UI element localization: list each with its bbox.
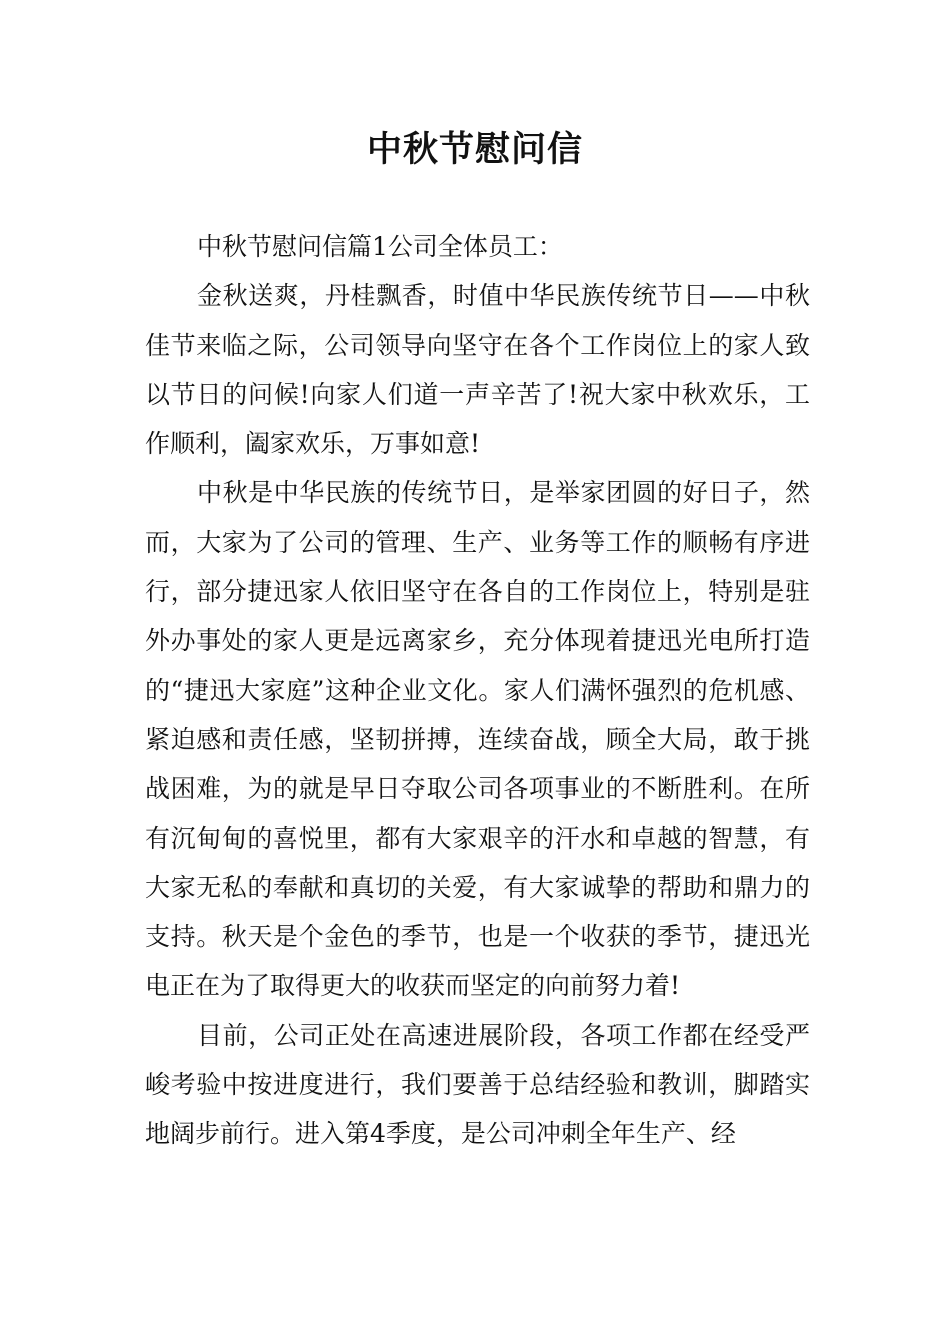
paragraph-festival-wishes: 金秋送爽，丹桂飘香，时值中华民族传统节日——中秋佳节来临之际，公司领导向坚守在各个工作岗位上的家人致以节日的问候!向家人们道一声辛苦了!祝大家中秋欢乐，工作顺利，阖家欢乐，万事如意! xyxy=(145,281,810,459)
paragraph-company-culture: 中秋是中华民族的传统节日，是举家团圆的好日子，然而，大家为了公司的管理、生产、业务等工作的顺畅有序进行，部分捷迅家人依旧坚守在各自的工作岗位上，特别是驻外办事处的家人更是远离家乡，充分体现着捷迅光电所打造的“捷迅大家庭”这种企业文化。家人们满怀强烈的危机感、紧迫感和责任感，坚韧拼搏，连续奋战，顾全大局，敢于挑战困难，为的就是早日夺取公司各项事业的不断胜利。在所有沉甸甸的喜悦里，都有大家艰辛的汗水和卓越的智慧，有大家无私的奉献和真切的关爱，有大家诚挚的帮助和鼎力的支持。秋天是个金色的季节，也是一个收获的季节，捷迅光电正在为了取得更大的收获而坚定的向前努力着! xyxy=(145,478,810,1001)
document-title: 中秋节慰问信 xyxy=(366,129,583,170)
paragraph-current-progress: 目前，公司正处在高速进展阶段，各项工作都在经受严峻考验中按进度进行，我们要善于总结经验和教训，脚踏实地阔步前行。进入第4季度，是公司冲刺全年生产、经 xyxy=(145,1020,810,1149)
paragraph-greeting: 中秋节慰问信篇1公司全体员工： xyxy=(197,232,563,261)
document-body xyxy=(145,222,810,1159)
